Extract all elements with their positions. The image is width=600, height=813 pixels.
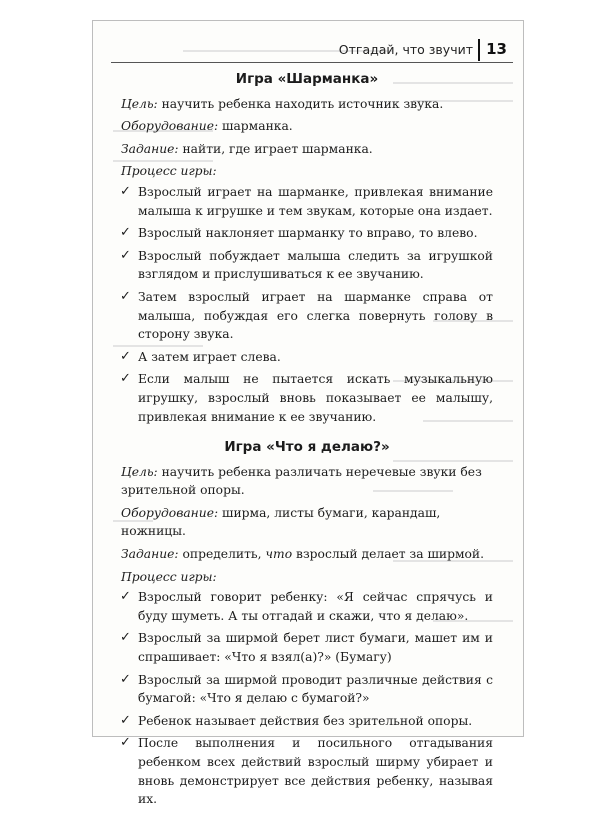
checkmark-icon: ✓: [120, 348, 131, 364]
process-label: Процесс игры:: [121, 164, 217, 179]
task-line: Задание: определить, что взрослый делает за ширмой.: [121, 547, 485, 562]
checkmark-icon: ✓: [120, 735, 131, 751]
process-steps: [121, 588, 493, 809]
checkmark-icon: ✓: [120, 247, 131, 263]
list-item: ✓ Ребенок называет действия без зрительной опоры.: [121, 712, 493, 731]
list-item: ✓ Взрослый играет на шарманке, привлекая внимание малыша к игрушке и тем звукам, которые она издает.: [120, 183, 493, 218]
equipment-line: Оборудование: шарманка.: [121, 119, 293, 134]
checkmark-icon: ✓: [120, 712, 131, 728]
checkmark-icon: ✓: [120, 183, 131, 199]
game-title-organ: Игра «Шарманка»: [235, 71, 379, 87]
game-title-what-am-i-doing: Игра «Что я делаю?»: [224, 439, 390, 456]
checkmark-icon: ✓: [120, 371, 131, 387]
equipment-line: Оборудование: ширма, листы бумаги, карандаш, ножницы.: [121, 505, 441, 539]
checkmark-icon: ✓: [120, 589, 131, 605]
running-header: [111, 37, 513, 63]
list-item: ✓ Взрослый за ширмой берет лист бумаги, машет им и спрашивает: «Что я взял(а)?» (Бумагу): [120, 630, 493, 665]
list-item: ✓ Затем взрослый играет на шарманке справа от малыша, побуждая его слегка повернуть голову в сторону звука.: [120, 288, 493, 342]
checkmark-icon: ✓: [120, 630, 131, 646]
book-page: [92, 20, 524, 807]
checkmark-icon: ✓: [120, 671, 131, 687]
goal-line: Цель: научить ребенка различать неречевые звуки без зрительной опоры.: [121, 464, 482, 498]
checkmark-icon: ✓: [120, 288, 131, 304]
process-label: Процесс игры:: [121, 569, 217, 584]
list-item: ✓ Взрослый говорит ребенку: «Я сейчас спрячусь и буду шуметь. А ты отгадай и скажи, что я делаю».: [120, 589, 493, 623]
task-line: Задание: найти, где играет шарманка.: [121, 141, 373, 156]
page-number: 13: [486, 40, 507, 58]
list-item: ✓ Если малыш не пытается искать музыкальную игрушку, взрослый вновь показывает ее малышу, привлекая внимание к ее звучанию.: [120, 371, 493, 424]
list-item: ✓ После выполнения и посильного отгадывания ребенком всех действий взрослый ширму убирает и вновь демонстрирует все действия ребенку, называя их.: [120, 735, 493, 807]
header-rule: [111, 62, 513, 63]
checkmark-icon: ✓: [120, 225, 131, 241]
process-steps: [121, 183, 493, 426]
header-divider: [478, 39, 480, 61]
list-item: ✓ А затем играет слева.: [121, 348, 493, 367]
list-item: ✓ Взрослый наклоняет шарманку то вправо, то влево.: [121, 224, 493, 243]
running-title: Отгадай, что звучит: [338, 42, 473, 57]
list-item: ✓ Взрослый за ширмой проводит различные действия с бумагой: «Что я делаю с бумагой?»: [120, 671, 493, 706]
goal-line: Цель: научить ребенка находить источник звука.: [121, 96, 444, 111]
list-item: ✓ Взрослый побуждает малыша следить за игрушкой взглядом и прислушиваться к ее звучанию.: [120, 247, 493, 282]
page-content: [121, 70, 493, 813]
